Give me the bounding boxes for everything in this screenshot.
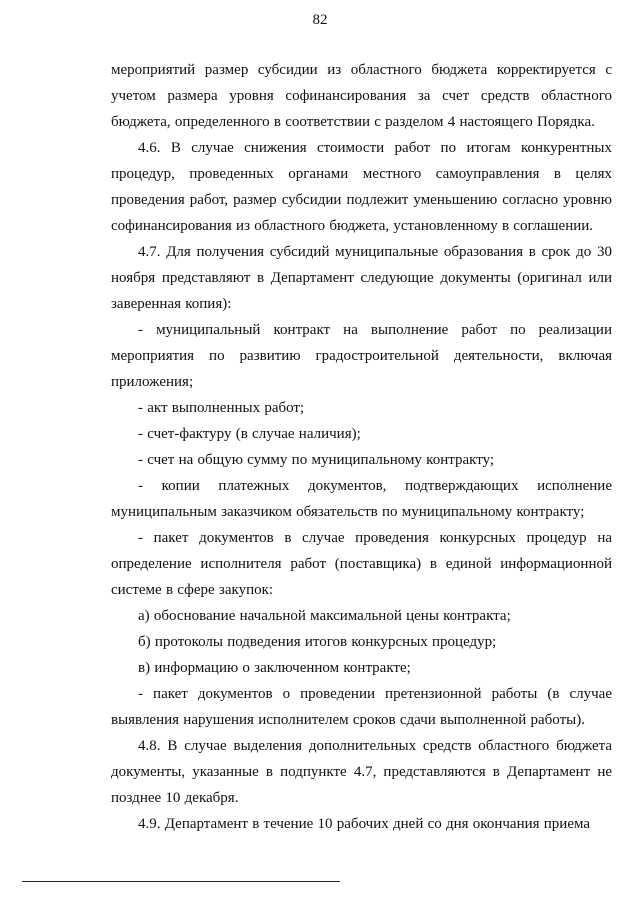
list-item-invoice: - счет-фактуру (в случае наличия);	[138, 426, 361, 442]
clause-4-6: 4.6. В случае снижения стоимости работ по итогам конкурентных процедур, проведенных органами местного самоуправления в целях проведения работ, размер субсидии подлежит уменьшению согласно уровню софинансирования из областного бюджета, установленному в соглашении.	[111, 140, 612, 234]
clause-4-8: 4.8. В случае выделения дополнительных средств областного бюджета документы, указанные в подпункте 4.7, представляются в Департамент не позднее 10 декабря.	[111, 738, 612, 806]
list-item-sub-a: а) обоснование начальной максимальной цены контракта;	[138, 608, 511, 624]
list-item-contract: - муниципальный контракт на выполнение работ по реализации мероприятия по развитию градостроительной деятельности, включая приложения;	[111, 322, 612, 390]
clause-4-9: 4.9. Департамент в течение 10 рабочих дней со дня окончания приема	[138, 816, 591, 832]
list-item-bill: - счет на общую сумму по муниципальному контракту;	[138, 452, 495, 468]
paragraph-continuation: мероприятий размер субсидии из областного бюджета корректируется с учетом размера уровня софинансирования за счет средств областного бюджета, определенного в соответствии с разделом 4 настоящего Порядка.	[111, 62, 612, 130]
list-item-sub-c: в) информацию о заключенном контракте;	[138, 660, 411, 676]
page-number: 82	[312, 12, 328, 28]
clause-4-7: 4.7. Для получения субсидий муниципальные образования в срок до 30 ноября представляют в Департамент следующие документы (оригинал или заверенная копия):	[111, 244, 612, 312]
list-item-procurement-package: - пакет документов в случае проведения конкурсных процедур на определение исполнителя работ (поставщика) в единой информационной системе в сфере закупок:	[111, 530, 612, 598]
document-body	[111, 57, 612, 837]
list-item-payment-copies: - копии платежных документов, подтверждающих исполнение муниципальным заказчиком обязательств по муниципальному контракту;	[111, 478, 612, 520]
footer-divider	[22, 881, 340, 882]
list-item-sub-b: б) протоколы подведения итогов конкурсных процедур;	[138, 634, 497, 650]
list-item-claims-package: - пакет документов о проведении претензионной работы (в случае выявления нарушения исполнителем сроков сдачи выполненной работы).	[111, 686, 612, 728]
list-item-act: - акт выполненных работ;	[138, 400, 305, 416]
